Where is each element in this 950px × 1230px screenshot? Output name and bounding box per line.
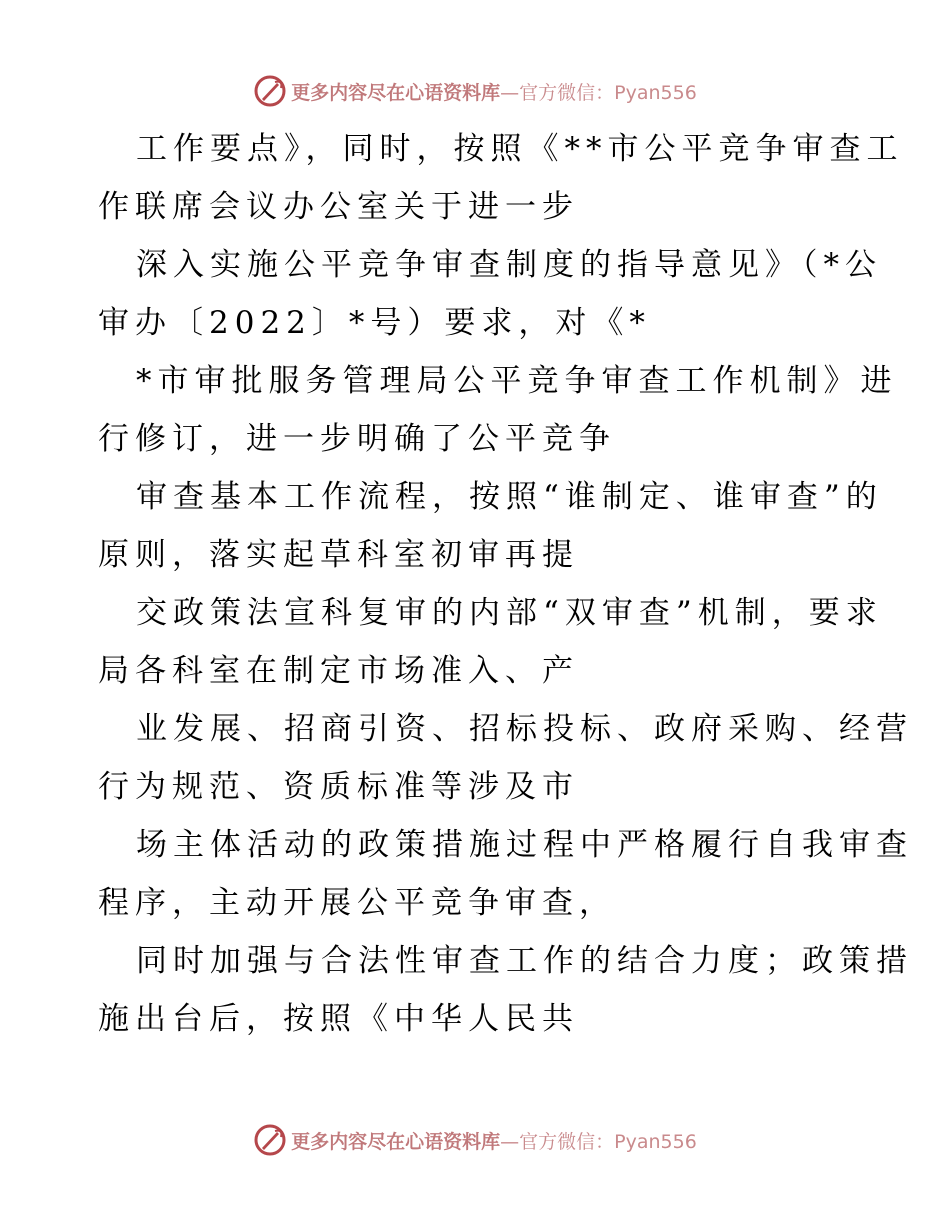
quill-logo-icon — [253, 74, 287, 108]
body-line: 同时加强与合法性审查工作的结合力度；政策措 — [136, 943, 913, 979]
body-line: 工作要点》，同时，按照《**市公平竞争审查工 — [136, 131, 904, 167]
banner-text: 更多内容尽在心语资料库—官方微信：Pyan556 — [291, 1130, 697, 1153]
body-line: 审查基本工作流程，按照“谁制定、谁审查”的 — [136, 479, 883, 515]
body-line: 施出台后，按照《中华人民共 — [98, 1001, 579, 1037]
body-line: 程序，主动开展公平竞争审查， — [98, 885, 616, 921]
body-line: 局各科室在制定市场准入、产 — [98, 653, 579, 689]
body-line: 行为规范、资质标准等涉及市 — [98, 769, 579, 805]
body-line: 作联席会议办公室关于进一步 — [98, 189, 579, 225]
body-line: 审办〔2022〕*号）要求，对《* — [98, 305, 651, 341]
body-line: 交政策法宣科复审的内部“双审查”机制，要求 — [136, 595, 883, 631]
body-line: 深入实施公平竞争审查制度的指导意见》（*公 — [136, 247, 882, 283]
body-line: 行修订，进一步明确了公平竞争 — [98, 421, 616, 457]
body-line: *市审批服务管理局公平竞争审查工作机制》进 — [136, 363, 898, 399]
footer-watermark-banner — [0, 1120, 950, 1160]
quill-logo-icon — [253, 1123, 287, 1157]
banner-text: 更多内容尽在心语资料库—官方微信：Pyan556 — [291, 81, 697, 104]
header-watermark-banner — [0, 71, 950, 111]
body-line: 场主体活动的政策措施过程中严格履行自我审查 — [136, 827, 913, 863]
body-line: 原则，落实起草科室初审再提 — [98, 537, 579, 573]
document-body — [98, 120, 913, 1048]
body-line: 业发展、招商引资、招标投标、政府采购、经营 — [136, 711, 913, 747]
